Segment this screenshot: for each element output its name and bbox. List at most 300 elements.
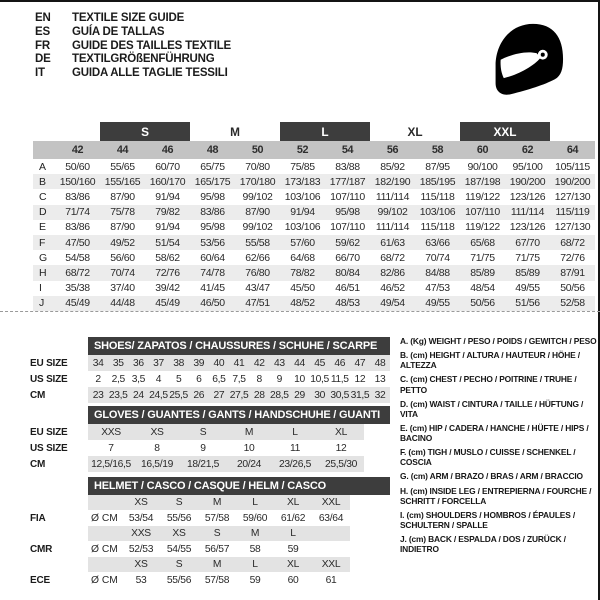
sub-table-row xyxy=(0,456,368,472)
value-cell: 47/53 xyxy=(425,282,450,295)
size-cell: S xyxy=(175,497,183,508)
value-cell: 127/130 xyxy=(554,221,591,234)
value-cell: 49/54 xyxy=(380,297,405,310)
value-cell: 58/62 xyxy=(155,251,180,264)
value-cell: 83/88 xyxy=(335,160,360,173)
value-cell: 79/82 xyxy=(155,206,180,219)
value-cell: 170/180 xyxy=(239,175,276,188)
value-cell: 2,5 xyxy=(111,373,125,385)
value-cell: 47/50 xyxy=(65,236,90,249)
value-cell: 59 xyxy=(249,574,261,586)
size-group-cell: M xyxy=(230,124,240,139)
value-cell: 11,5 xyxy=(330,373,349,385)
row-header: CMR xyxy=(30,543,53,555)
size-number-cell: 58 xyxy=(431,144,444,156)
language-row xyxy=(35,12,231,26)
shoes-table-body xyxy=(0,355,392,403)
legend-item: E. (cm) HIP / CADERA / HANCHE / HÜFTE / HIPS / BACINO xyxy=(400,422,589,443)
size-cell: XS xyxy=(134,559,148,570)
legend-item: D. (cm) WAIST / CINTURA / TAILLE / HÜFTUNG / VITA xyxy=(400,398,584,419)
language-code: DE xyxy=(35,53,51,66)
value-cell: 64/68 xyxy=(290,251,315,264)
value-cell: 75/85 xyxy=(290,160,315,173)
guide-title: GUIDA ALLE TAGLIE TESSILI xyxy=(72,67,228,80)
value-cell: 10,5 xyxy=(310,373,329,385)
value-cell: 60/64 xyxy=(200,251,225,264)
value-cell: 7,5 xyxy=(232,373,246,385)
legend-item: H. (cm) INSIDE LEG / ENTREPIERNA / FOURCHE / SCHRITT / FORCELLA xyxy=(400,485,592,506)
value-cell: 59/60 xyxy=(242,512,268,524)
value-cell: 87/95 xyxy=(425,160,450,173)
value-cell: 16,5/19 xyxy=(141,458,173,470)
row-label: I xyxy=(39,282,42,295)
value-cell: 75/78 xyxy=(110,206,135,219)
gloves-table-title: GLOVES / GUANTES / GANTS / HANDSCHUHE / GUANTI xyxy=(88,406,390,424)
value-cell: 85/89 xyxy=(470,266,495,279)
sub-table-row xyxy=(0,387,392,403)
legend-item: B. (cm) HEIGHT / ALTURA / HAUTEUR / HÖHE / ALTEZZA xyxy=(400,350,580,371)
value-cell: 45/49 xyxy=(65,297,90,310)
size-cell: S xyxy=(213,528,221,539)
cells-band xyxy=(88,495,350,510)
value-cell: 46/50 xyxy=(200,297,225,310)
language-code: FR xyxy=(35,39,50,52)
cells-band xyxy=(88,526,350,541)
value-cell: 66/70 xyxy=(335,251,360,264)
value-cell: 42 xyxy=(253,357,265,369)
value-cell: 50/56 xyxy=(560,282,585,295)
value-cell: 68/72 xyxy=(560,236,585,249)
value-cell: 34 xyxy=(92,357,104,369)
table-row xyxy=(33,174,595,189)
value-cell: 52/58 xyxy=(560,297,585,310)
value-cell: 95/98 xyxy=(200,221,225,234)
value-cell: 49/55 xyxy=(515,282,540,295)
value-cell: M xyxy=(244,426,254,438)
cells-band xyxy=(88,510,350,526)
value-cell: 107/110 xyxy=(465,206,500,219)
size-group-row xyxy=(33,122,595,141)
size-group-cell: XXL xyxy=(460,122,550,141)
value-cell: 83/86 xyxy=(65,190,90,203)
value-cell: 2 xyxy=(95,373,101,385)
size-cell: XXS xyxy=(131,528,151,539)
value-cell: 46 xyxy=(334,357,346,369)
legend-item: J. (cm) BACK / ESPALDA / DOS / ZURÜCK / INDIETRO xyxy=(400,534,566,555)
value-cell: 18/21,5 xyxy=(187,458,219,470)
value-cell: 55/65 xyxy=(110,160,135,173)
legend-item: I. (cm) SHOULDERS / HOMBROS / ÉPAULES / SCHULTERN / SPALLE xyxy=(400,509,576,530)
row-header-spacer xyxy=(30,557,88,572)
helmet-table-body xyxy=(0,495,392,588)
size-cell: XL xyxy=(287,559,299,570)
value-cell: 91/94 xyxy=(155,190,180,203)
size-number-cell: 48 xyxy=(206,144,219,156)
cells-band xyxy=(88,355,390,371)
value-cell: 46/51 xyxy=(335,282,360,295)
size-group-cell: XL xyxy=(407,124,423,139)
size-number-cell: 52 xyxy=(296,144,309,156)
language-code: EN xyxy=(35,12,51,24)
value-cell: 45 xyxy=(314,357,325,369)
value-cell: 115/118 xyxy=(420,221,455,234)
value-cell: 43/47 xyxy=(245,282,270,295)
value-cell: 84/88 xyxy=(425,266,450,279)
legend-item: C. (cm) CHEST / PECHO / POITRINE / TRUHE / PETTO xyxy=(400,374,577,395)
value-cell: 72/76 xyxy=(155,266,180,279)
value-cell: 32 xyxy=(374,389,386,401)
value-cell: 40 xyxy=(213,357,225,369)
row-label: F xyxy=(39,236,46,249)
value-cell: 111/114 xyxy=(375,221,410,234)
row-label: C xyxy=(39,190,47,203)
row-label: H xyxy=(39,266,47,279)
value-cell: 49/55 xyxy=(425,297,450,310)
value-cell: 103/106 xyxy=(284,190,321,203)
gloves-table xyxy=(0,406,380,472)
value-cell: 99/102 xyxy=(377,206,408,219)
value-cell: 95/98 xyxy=(200,190,225,203)
value-cell: 82/86 xyxy=(380,266,405,279)
value-cell: 107/110 xyxy=(330,190,365,203)
value-cell: 65/75 xyxy=(200,160,225,173)
value-cell: 103/106 xyxy=(419,206,456,219)
value-cell: 12 xyxy=(335,442,347,454)
language-row xyxy=(35,53,231,67)
value-cell: 78/82 xyxy=(290,266,315,279)
value-cell: 6,5 xyxy=(212,373,226,385)
value-cell: 37 xyxy=(153,357,164,369)
value-cell: 26 xyxy=(193,389,205,401)
value-cell: 10 xyxy=(294,373,305,385)
helmet-size-row xyxy=(0,526,392,541)
value-cell: 28,5 xyxy=(270,389,289,401)
size-number-cell: 56 xyxy=(386,144,399,156)
row-header-spacer xyxy=(30,526,88,541)
table-row xyxy=(33,235,595,250)
value-cell: 48/54 xyxy=(470,282,495,295)
value-cell: XXS xyxy=(101,426,121,438)
value-cell: 39 xyxy=(193,357,205,369)
helmet-value-row xyxy=(0,510,392,526)
value-cell: 13 xyxy=(374,373,386,385)
racing-helmet-icon xyxy=(487,13,565,105)
value-cell: 165/175 xyxy=(194,175,231,188)
sub-table-row xyxy=(0,440,368,456)
textile-size-table xyxy=(33,122,595,311)
value-cell: 8 xyxy=(154,442,160,454)
value-cell: 41/45 xyxy=(200,282,225,295)
value-cell: 177/187 xyxy=(329,175,366,188)
value-cell: 12,5/16,5 xyxy=(91,458,131,470)
value-cell: 8 xyxy=(256,373,262,385)
value-cell: 107/110 xyxy=(330,221,365,234)
value-cell: 45/50 xyxy=(290,282,315,295)
row-label: E xyxy=(39,221,47,234)
cells-band xyxy=(88,371,390,387)
row-header: EU SIZE xyxy=(30,357,68,369)
sub-table-row xyxy=(0,424,368,440)
value-cell: 70/80 xyxy=(245,160,270,173)
value-cell: 41 xyxy=(233,357,245,369)
value-cell: 190/200 xyxy=(509,175,546,188)
cells-band xyxy=(88,440,364,456)
table-row xyxy=(33,189,595,204)
language-title-list xyxy=(35,12,231,81)
value-cell: 68/72 xyxy=(65,266,90,279)
value-cell: 115/118 xyxy=(420,190,455,203)
top-border xyxy=(0,0,600,2)
value-cell: 60/70 xyxy=(155,160,180,173)
cells-band xyxy=(88,387,390,403)
value-cell: 155/165 xyxy=(104,175,141,188)
unit-label: Ø CM xyxy=(91,543,118,555)
row-label: G xyxy=(39,251,48,264)
section-divider xyxy=(0,311,600,312)
table-row xyxy=(33,205,595,220)
value-cell: 127/130 xyxy=(554,190,591,203)
table-row xyxy=(33,281,595,296)
value-cell: 115/119 xyxy=(555,206,590,219)
value-cell: 99/102 xyxy=(242,190,273,203)
value-cell: 4 xyxy=(155,373,162,385)
value-cell: 47/51 xyxy=(245,297,270,310)
legend-item: A. (Kg) WEIGHT / PESO / POIDS / GEWITCH / PESO xyxy=(400,336,597,346)
value-cell: XL xyxy=(335,426,347,438)
language-code: IT xyxy=(35,67,45,80)
value-cell: 123/126 xyxy=(509,221,546,234)
value-cell: 55/56 xyxy=(166,574,192,586)
row-header: FIA xyxy=(30,512,46,524)
legend-item: G. (cm) ARM / BRAZO / BRAS / ARM / BRACCIO xyxy=(400,471,583,482)
value-cell: 87/90 xyxy=(245,206,270,219)
language-row xyxy=(35,40,231,54)
cells-band xyxy=(88,557,350,572)
size-number-cell: 46 xyxy=(161,144,174,156)
value-cell: 95/100 xyxy=(512,160,543,173)
value-cell: 71/75 xyxy=(470,251,495,264)
value-cell: 11 xyxy=(290,442,300,454)
value-cell: 6 xyxy=(196,373,202,385)
size-cell: M xyxy=(212,559,222,570)
guide-title: TEXTILE SIZE GUIDE xyxy=(72,12,185,24)
size-cell: XXL xyxy=(321,497,341,508)
value-cell: 99/102 xyxy=(242,221,273,234)
measurement-legend xyxy=(400,336,598,558)
value-cell: 187/198 xyxy=(464,175,501,188)
size-cell: XL xyxy=(287,497,299,508)
value-cell: 57/58 xyxy=(204,512,230,524)
gloves-table-body xyxy=(0,424,368,472)
helmet-size-row xyxy=(0,557,392,572)
value-cell: 95/98 xyxy=(335,206,360,219)
size-number-row xyxy=(33,141,595,159)
cells-band xyxy=(88,424,364,440)
value-cell: 44 xyxy=(294,357,305,369)
helmet-size-row xyxy=(0,495,392,510)
guide-title: GUÍA DE TALLAS xyxy=(72,25,165,38)
row-header: US SIZE xyxy=(30,373,68,385)
value-cell: 57/58 xyxy=(204,574,230,586)
value-cell: 83/86 xyxy=(200,206,225,219)
value-cell: 71/75 xyxy=(515,251,540,264)
value-cell: 61 xyxy=(325,574,337,586)
value-cell: 24 xyxy=(132,389,144,401)
value-cell: 9 xyxy=(200,442,206,454)
row-header: US SIZE xyxy=(30,442,68,454)
value-cell: 30 xyxy=(314,389,325,401)
size-cell: M xyxy=(212,497,222,508)
size-number-cell: 42 xyxy=(71,144,84,156)
value-cell: 55/58 xyxy=(245,236,270,249)
size-cell: L xyxy=(252,497,258,508)
value-cell: 50/60 xyxy=(65,160,90,173)
row-label: A xyxy=(39,160,47,173)
value-cell: 68/72 xyxy=(380,251,405,264)
row-header: EU SIZE xyxy=(30,426,68,438)
value-cell: 50/56 xyxy=(470,297,495,310)
table-row xyxy=(33,159,595,174)
value-cell: 160/170 xyxy=(149,175,186,188)
value-cell: 60 xyxy=(287,574,299,586)
value-cell: 51/56 xyxy=(515,297,540,310)
value-cell: 61/63 xyxy=(380,236,405,249)
value-cell: 111/114 xyxy=(375,190,410,203)
value-cell: 12 xyxy=(354,373,366,385)
value-cell: 71/74 xyxy=(65,206,90,219)
value-cell: 87/90 xyxy=(110,190,135,203)
value-cell: 36 xyxy=(132,357,144,369)
value-cell: 62/66 xyxy=(245,251,270,264)
row-header: CM xyxy=(30,389,46,401)
value-cell: 91/94 xyxy=(155,221,180,234)
value-cell: 48 xyxy=(374,357,386,369)
row-label: D xyxy=(39,206,47,219)
value-cell: 35 xyxy=(112,357,124,369)
value-cell: 76/80 xyxy=(245,266,270,279)
value-cell: 48/52 xyxy=(290,297,315,310)
size-number-cell: 62 xyxy=(521,144,534,156)
value-cell: 38 xyxy=(173,357,185,369)
cells-band xyxy=(88,572,350,588)
value-cell: 80/84 xyxy=(335,266,360,279)
value-cell: 47 xyxy=(354,357,366,369)
value-cell: 150/160 xyxy=(59,175,96,188)
value-cell: 52/53 xyxy=(128,543,154,555)
sub-table-row xyxy=(0,371,392,387)
value-cell: 25,5 xyxy=(169,389,188,401)
size-group-cell xyxy=(550,122,595,141)
cells-band xyxy=(88,541,350,557)
value-cell: 45/49 xyxy=(155,297,180,310)
size-number-cell: 54 xyxy=(341,144,354,156)
value-cell: XS xyxy=(150,426,164,438)
value-cell: 119/122 xyxy=(465,190,500,203)
value-cell: 27 xyxy=(213,389,225,401)
value-cell: 182/190 xyxy=(374,175,411,188)
value-cell: 44/48 xyxy=(110,297,135,310)
size-cell: L xyxy=(252,559,258,570)
size-cell: L xyxy=(290,528,296,539)
row-header: CM xyxy=(30,458,46,470)
value-cell: 59/62 xyxy=(335,236,360,249)
row-header: ECE xyxy=(30,574,50,586)
value-cell: 7 xyxy=(108,442,114,454)
value-cell: 91/94 xyxy=(290,206,315,219)
sub-table-row xyxy=(0,355,392,371)
value-cell: 58 xyxy=(249,543,261,555)
value-cell: 30,5 xyxy=(330,389,350,401)
helmet-table xyxy=(0,477,392,588)
value-cell: 123/126 xyxy=(509,190,546,203)
size-group-cell: S xyxy=(100,122,190,141)
value-cell: 72/76 xyxy=(560,251,585,264)
value-cell: 9 xyxy=(276,373,283,385)
size-number-cell: 60 xyxy=(476,144,489,156)
value-cell: 24,5 xyxy=(149,389,168,401)
guide-title: GUIDE DES TAILLES TEXTILE xyxy=(72,39,231,52)
value-cell: 65/68 xyxy=(470,236,495,249)
value-cell: 119/122 xyxy=(465,221,500,234)
value-cell: 90/100 xyxy=(467,160,498,173)
value-cell: 55/56 xyxy=(166,512,192,524)
value-cell: 185/195 xyxy=(419,175,456,188)
value-cell: 74/78 xyxy=(200,266,225,279)
value-cell: 70/74 xyxy=(110,266,135,279)
value-cell: 46/52 xyxy=(380,282,405,295)
value-cell: 105/115 xyxy=(555,160,590,173)
value-cell: 111/114 xyxy=(510,206,545,219)
helmet-value-row xyxy=(0,541,392,557)
value-cell: 51/54 xyxy=(155,236,180,249)
value-cell: 48/53 xyxy=(335,297,360,310)
size-cell: S xyxy=(175,559,183,570)
value-cell: 43 xyxy=(273,357,285,369)
size-number-cell: 50 xyxy=(251,144,264,156)
value-cell: 63/64 xyxy=(318,512,344,524)
value-cell: 57/60 xyxy=(290,236,315,249)
helmet-value-row xyxy=(0,572,392,588)
table-row xyxy=(33,265,595,280)
size-group-cell: L xyxy=(280,122,370,141)
value-cell: 190/200 xyxy=(554,175,591,188)
value-cell: 54/55 xyxy=(166,543,192,555)
value-cell: 37/40 xyxy=(110,282,135,295)
value-cell: 35/38 xyxy=(65,282,90,295)
table-row xyxy=(33,296,595,311)
value-cell: 23/26,5 xyxy=(279,458,311,470)
value-cell: L xyxy=(292,426,298,438)
value-cell: 23,5 xyxy=(108,389,128,401)
helmet-table-title: HELMET / CASCO / CASQUE / HELM / CASCO xyxy=(88,477,390,495)
value-cell: 31,5 xyxy=(350,389,370,401)
row-header-spacer xyxy=(30,495,88,510)
value-cell: 3,5 xyxy=(131,373,145,385)
value-cell: 85/92 xyxy=(380,160,405,173)
language-row xyxy=(35,67,231,81)
legend-item: F. (cm) TIGH / MUSLO / CUISSE / SCHENKEL / COSCIA xyxy=(400,447,576,468)
row-label: B xyxy=(39,175,47,188)
language-code: ES xyxy=(35,25,50,38)
value-cell: 10 xyxy=(243,442,255,454)
value-cell: 61/62 xyxy=(280,512,306,524)
size-cell: XXL xyxy=(321,559,341,570)
unit-label: Ø CM xyxy=(91,574,118,586)
value-cell: 29 xyxy=(294,389,305,401)
size-cell: M xyxy=(250,528,260,539)
value-cell: 28 xyxy=(253,389,265,401)
value-cell: 85/89 xyxy=(515,266,540,279)
